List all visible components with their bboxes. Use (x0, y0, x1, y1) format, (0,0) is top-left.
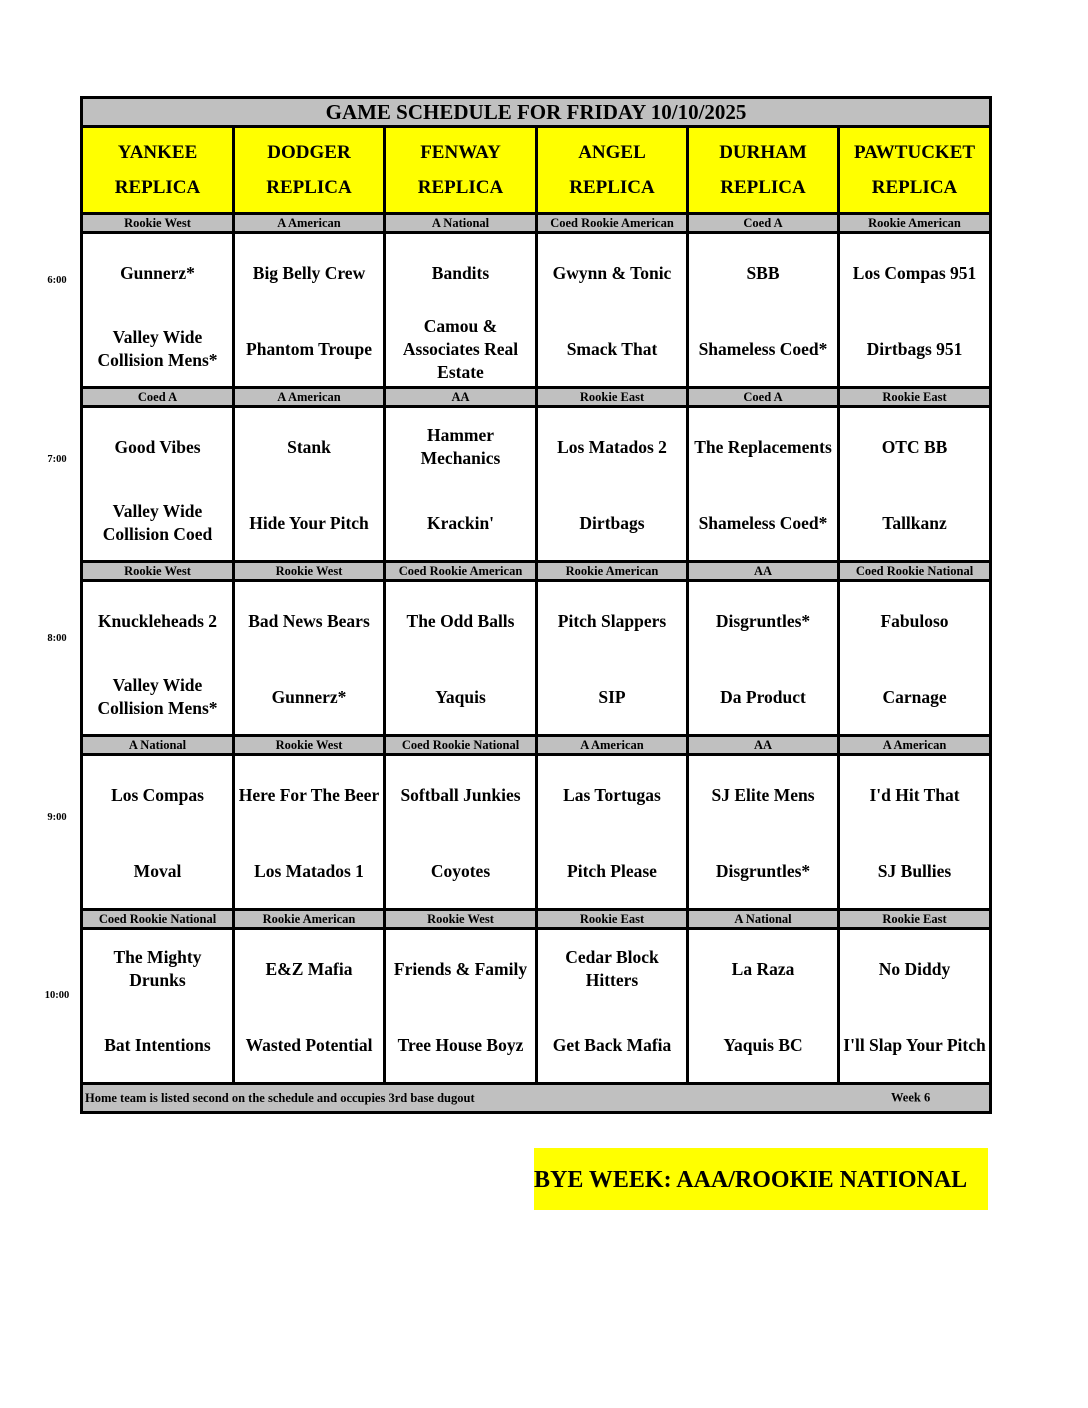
division-label: Coed Rookie National (385, 736, 537, 755)
game-cell (688, 233, 839, 388)
game-cell (537, 233, 688, 388)
game-cell (537, 407, 688, 562)
game-cell (234, 581, 385, 736)
game-cell (839, 929, 991, 1084)
away-team: Gunnerz* (120, 262, 195, 283)
away-team: I'd Hit That (869, 784, 960, 805)
time-label: 6:00 (47, 275, 67, 286)
game-cell (839, 755, 991, 910)
away-team: Knuckleheads 2 (97, 610, 218, 631)
field-subtitle: REPLICA (871, 177, 958, 198)
division-label: Rookie East (839, 910, 991, 929)
field-subtitle: REPLICA (720, 177, 806, 198)
division-label: A National (385, 214, 537, 233)
home-team: Dirtbags (579, 512, 645, 533)
field-subtitle: REPLICA (266, 177, 352, 198)
game-cell (537, 755, 688, 910)
home-team: SJ Bullies (877, 860, 952, 881)
home-team: I'll Slap Your Pitch (843, 1034, 986, 1055)
away-team: Here For The Beer (238, 784, 380, 805)
game-cell (234, 755, 385, 910)
home-team: Los Matados 1 (254, 860, 364, 881)
field-subtitle: REPLICA (569, 177, 655, 198)
home-team: Hide Your Pitch (249, 512, 369, 533)
division-label: A American (839, 736, 991, 755)
schedule-table (80, 96, 992, 1114)
home-team: Tallkanz (882, 512, 947, 533)
away-team: Good Vibes (114, 436, 201, 457)
game-cell (688, 929, 839, 1084)
field-header (688, 127, 839, 214)
home-team: Valley Wide Collision Mens* (97, 675, 218, 718)
away-team: Softball Junkies (400, 784, 521, 805)
away-team: Los Matados 2 (557, 436, 667, 457)
field-subtitle: REPLICA (417, 177, 504, 198)
home-team: Shameless Coed* (698, 512, 828, 533)
home-team: Valley Wide Collision Coed (102, 501, 213, 544)
away-team: Bandits (431, 262, 490, 283)
division-label: AA (385, 388, 537, 407)
field-header (385, 127, 537, 214)
home-team: Gunnerz* (271, 686, 347, 707)
away-team: Cedar Block Hitters (565, 947, 659, 990)
field-name: PAWTUCKET (853, 142, 976, 163)
home-team: Smack That (566, 338, 658, 359)
game-cell (82, 407, 234, 562)
division-label: AA (688, 736, 839, 755)
game-cell (82, 929, 234, 1084)
away-team: SBB (746, 262, 780, 283)
time-label: 8:00 (47, 633, 67, 644)
time-label: 9:00 (47, 812, 67, 823)
division-label: Coed Rookie National (82, 910, 234, 929)
game-cell (234, 407, 385, 562)
division-label: Rookie East (839, 388, 991, 407)
away-team: Hammer Mechanics (420, 425, 501, 468)
away-team: OTC BB (881, 436, 948, 457)
home-team: SIP (598, 686, 626, 707)
game-cell (234, 233, 385, 388)
away-team: The Mighty Drunks (113, 947, 202, 990)
footer-note-row (82, 1084, 991, 1113)
time-label: 7:00 (47, 454, 67, 465)
field-header (839, 127, 991, 214)
away-team: Pitch Slappers (557, 610, 667, 631)
division-label: Rookie West (234, 562, 385, 581)
away-team: The Replacements (694, 436, 832, 457)
division-label: Rookie American (234, 910, 385, 929)
home-team: Disgruntles* (715, 860, 811, 881)
game-cell (688, 755, 839, 910)
home-team: Tree House Boyz (397, 1034, 524, 1055)
home-team: Yaquis BC (723, 1034, 803, 1055)
home-team: Get Back Mafia (552, 1034, 672, 1055)
field-name: DODGER (267, 142, 351, 163)
bye-week-banner: BYE WEEK: AAA/ROOKIE NATIONAL (534, 1148, 988, 1210)
game-cell (839, 581, 991, 736)
away-team: La Raza (731, 958, 795, 979)
division-label: Rookie East (537, 388, 688, 407)
home-team: Krackin' (426, 512, 495, 533)
game-cell (234, 929, 385, 1084)
home-team: Pitch Please (567, 860, 657, 881)
week-label: Week 6 (891, 1090, 931, 1105)
home-team: Valley Wide Collision Mens* (97, 327, 218, 370)
home-team: Bat Intentions (104, 1034, 211, 1055)
division-label: Coed Rookie American (537, 214, 688, 233)
division-label: A National (688, 910, 839, 929)
away-team: Big Belly Crew (252, 262, 366, 283)
away-team: Bad News Bears (248, 610, 370, 631)
home-team: Dirtbags 951 (866, 338, 963, 359)
game-cell (82, 581, 234, 736)
away-team: Stank (287, 436, 331, 457)
game-cell (688, 407, 839, 562)
division-label: Rookie American (537, 562, 688, 581)
division-label: Coed Rookie American (385, 562, 537, 581)
division-label: A American (537, 736, 688, 755)
division-label: Rookie American (839, 214, 991, 233)
game-cell (839, 233, 991, 388)
division-label: Rookie West (82, 214, 234, 233)
home-team: Da Product (720, 686, 806, 707)
game-cell (537, 581, 688, 736)
division-label: Rookie East (537, 910, 688, 929)
game-cell (688, 581, 839, 736)
schedule-title: GAME SCHEDULE FOR FRIDAY 10/10/2025 (82, 98, 991, 127)
game-cell (537, 929, 688, 1084)
home-team: Shameless Coed* (698, 338, 828, 359)
home-team: Yaquis (435, 686, 486, 707)
home-team: Camou & Associates Real Estate (402, 315, 519, 382)
division-label: A American (234, 388, 385, 407)
division-label: Rookie West (385, 910, 537, 929)
away-team: Friends & Family (393, 958, 528, 979)
division-label: A National (82, 736, 234, 755)
division-label: Coed A (688, 214, 839, 233)
field-header (537, 127, 688, 214)
away-team: Los Compas (111, 784, 204, 805)
home-team: Phantom Troupe (246, 338, 372, 359)
field-name: DURHAM (719, 142, 807, 163)
home-team: Coyotes (430, 860, 491, 881)
time-label: 10:00 (44, 990, 70, 1001)
away-team: Los Compas 951 (852, 262, 977, 283)
game-cell (839, 407, 991, 562)
game-cell (385, 407, 537, 562)
division-label: A American (234, 214, 385, 233)
field-name: FENWAY (420, 142, 501, 163)
field-name: YANKEE (117, 142, 198, 163)
division-label: Rookie West (82, 562, 234, 581)
game-cell (385, 581, 537, 736)
game-cell (385, 929, 537, 1084)
game-cell (82, 233, 234, 388)
away-team: No Diddy (878, 958, 951, 979)
away-team: Fabuloso (880, 610, 949, 631)
away-team: Disgruntles* (715, 610, 811, 631)
game-cell (385, 755, 537, 910)
away-team: Gwynn & Tonic (552, 262, 672, 283)
field-name: ANGEL (578, 142, 646, 163)
division-label: Coed Rookie National (839, 562, 991, 581)
home-team: Moval (133, 860, 182, 881)
away-team: SJ Elite Mens (711, 784, 815, 805)
home-team: Carnage (882, 686, 947, 707)
home-team-note: Home team is listed second on the schedule and occupies 3rd base dugout (85, 1090, 475, 1105)
game-cell (385, 233, 537, 388)
field-header (234, 127, 385, 214)
division-label: Coed A (82, 388, 234, 407)
away-team: The Odd Balls (406, 610, 515, 631)
game-cell (82, 755, 234, 910)
division-label: AA (688, 562, 839, 581)
home-team: Wasted Potential (245, 1034, 373, 1055)
field-subtitle: REPLICA (114, 177, 201, 198)
division-label: Coed A (688, 388, 839, 407)
division-label: Rookie West (234, 736, 385, 755)
field-header (82, 127, 234, 214)
away-team: E&Z Mafia (265, 958, 353, 979)
away-team: Las Tortugas (563, 784, 661, 805)
